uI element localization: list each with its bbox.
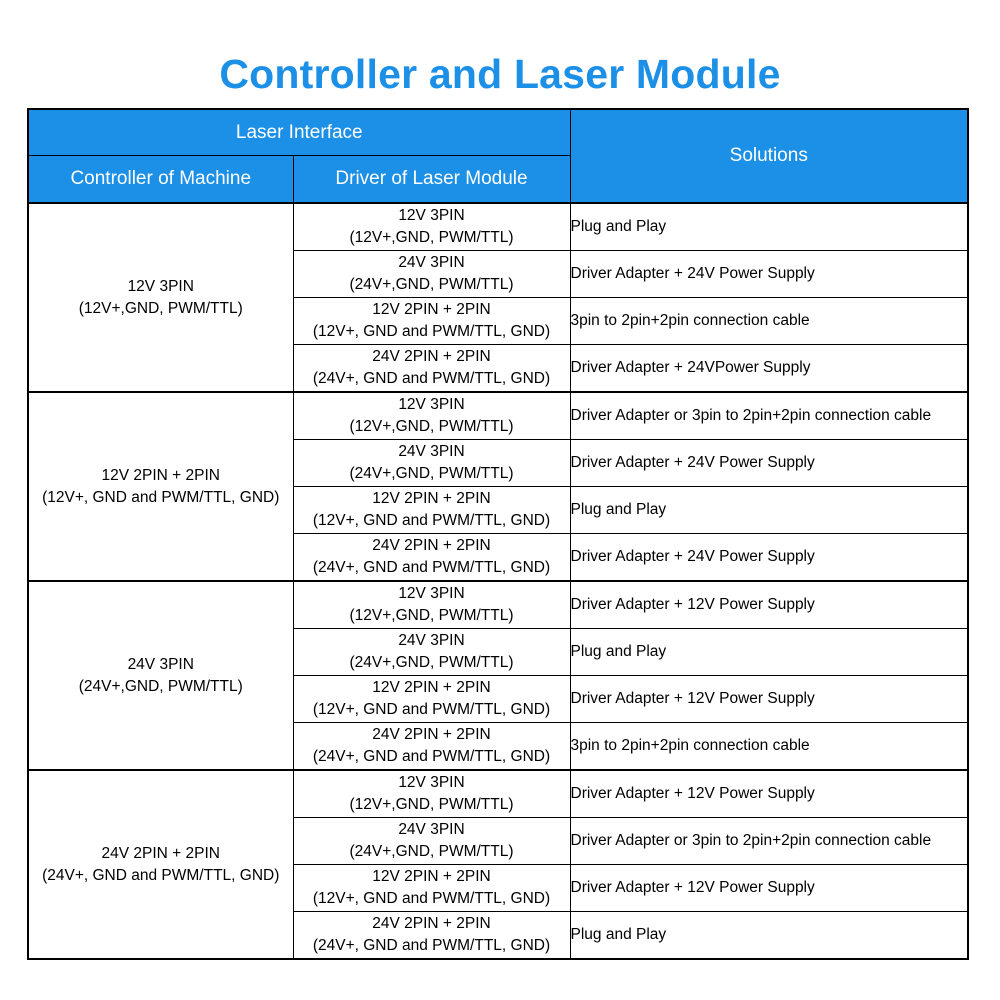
solution-cell: 3pin to 2pin+2pin connection cable (570, 723, 968, 771)
driver-pin-detail: (12V+,GND, PWM/TTL) (349, 418, 514, 435)
solution-cell: Driver Adapter + 24V Power Supply (570, 440, 968, 487)
driver-voltage-pin: 12V 3PIN (398, 207, 465, 224)
driver-cell (293, 912, 570, 960)
driver-voltage-pin: 24V 2PIN + 2PIN (372, 726, 491, 743)
controller-voltage-pin: 24V 3PIN (127, 655, 194, 673)
table-row (28, 203, 968, 251)
driver-pin-detail: (24V+, GND and PWM/TTL, GND) (312, 937, 551, 954)
controller-cell (28, 770, 293, 959)
solution-cell: Driver Adapter + 24VPower Supply (570, 345, 968, 393)
compatibility-table (27, 108, 969, 960)
controller-voltage-pin: 24V 2PIN + 2PIN (101, 844, 220, 862)
solution-cell: Driver Adapter or 3pin to 2pin+2pin connection cable (570, 818, 968, 865)
controller-cell (28, 392, 293, 581)
controller-pin-detail: (24V+, GND and PWM/TTL, GND) (42, 866, 280, 884)
solutions-header: Solutions (570, 109, 968, 203)
driver-voltage-pin: 24V 2PIN + 2PIN (372, 915, 491, 932)
controller-pin-detail: (12V+,GND, PWM/TTL) (78, 299, 243, 317)
driver-cell (293, 818, 570, 865)
driver-voltage-pin: 12V 2PIN + 2PIN (372, 868, 491, 885)
driver-voltage-pin: 24V 2PIN + 2PIN (372, 348, 491, 365)
driver-voltage-pin: 12V 2PIN + 2PIN (372, 679, 491, 696)
driver-of-laser-module-header: Driver of Laser Module (293, 156, 570, 204)
driver-cell (293, 440, 570, 487)
driver-cell (293, 487, 570, 534)
driver-cell (293, 581, 570, 629)
solution-cell: Plug and Play (570, 912, 968, 960)
driver-voltage-pin: 24V 3PIN (398, 443, 465, 460)
driver-voltage-pin: 24V 3PIN (398, 632, 465, 649)
driver-pin-detail: (12V+,GND, PWM/TTL) (349, 229, 514, 246)
solution-cell: Plug and Play (570, 629, 968, 676)
driver-cell (293, 392, 570, 440)
driver-pin-detail: (12V+, GND and PWM/TTL, GND) (312, 890, 551, 907)
driver-cell (293, 770, 570, 818)
driver-cell (293, 345, 570, 393)
driver-pin-detail: (24V+,GND, PWM/TTL) (349, 843, 514, 860)
driver-cell (293, 298, 570, 345)
table-body (28, 203, 968, 959)
driver-cell (293, 865, 570, 912)
controller-pin-detail: (24V+,GND, PWM/TTL) (78, 677, 243, 695)
solution-cell: Driver Adapter + 12V Power Supply (570, 581, 968, 629)
driver-cell (293, 629, 570, 676)
driver-voltage-pin: 12V 2PIN + 2PIN (372, 490, 491, 507)
driver-pin-detail: (12V+,GND, PWM/TTL) (349, 607, 514, 624)
driver-pin-detail: (24V+, GND and PWM/TTL, GND) (312, 559, 551, 576)
driver-voltage-pin: 12V 3PIN (398, 585, 465, 602)
driver-voltage-pin: 12V 3PIN (398, 774, 465, 791)
solution-cell: Driver Adapter + 12V Power Supply (570, 865, 968, 912)
solution-cell: Driver Adapter + 24V Power Supply (570, 251, 968, 298)
driver-pin-detail: (24V+, GND and PWM/TTL, GND) (312, 748, 551, 765)
driver-pin-detail: (12V+, GND and PWM/TTL, GND) (312, 512, 551, 529)
controller-pin-detail: (12V+, GND and PWM/TTL, GND) (42, 488, 280, 506)
controller-voltage-pin: 12V 2PIN + 2PIN (101, 466, 220, 484)
solution-cell: Driver Adapter or 3pin to 2pin+2pin connection cable (570, 392, 968, 440)
driver-voltage-pin: 24V 2PIN + 2PIN (372, 537, 491, 554)
page-title: Controller and Laser Module (219, 51, 781, 97)
solution-cell: 3pin to 2pin+2pin connection cable (570, 298, 968, 345)
driver-voltage-pin: 24V 3PIN (398, 254, 465, 271)
laser-interface-header: Laser Interface (28, 109, 570, 156)
controller-voltage-pin: 12V 3PIN (127, 277, 194, 295)
solution-cell: Driver Adapter + 12V Power Supply (570, 770, 968, 818)
driver-pin-detail: (12V+, GND and PWM/TTL, GND) (312, 701, 551, 718)
driver-voltage-pin: 12V 2PIN + 2PIN (372, 301, 491, 318)
controller-cell (28, 581, 293, 770)
driver-voltage-pin: 12V 3PIN (398, 396, 465, 413)
table-row (28, 581, 968, 629)
driver-cell (293, 676, 570, 723)
driver-voltage-pin: 24V 3PIN (398, 821, 465, 838)
driver-cell (293, 251, 570, 298)
driver-cell (293, 203, 570, 251)
controller-of-machine-header: Controller of Machine (28, 156, 293, 204)
driver-pin-detail: (24V+,GND, PWM/TTL) (349, 654, 514, 671)
solution-cell: Driver Adapter + 12V Power Supply (570, 676, 968, 723)
solution-cell: Plug and Play (570, 203, 968, 251)
header-row-top (28, 109, 968, 156)
controller-cell (28, 203, 293, 392)
table-row (28, 770, 968, 818)
driver-cell (293, 534, 570, 582)
driver-pin-detail: (24V+,GND, PWM/TTL) (349, 465, 514, 482)
table-row (28, 392, 968, 440)
driver-pin-detail: (24V+, GND and PWM/TTL, GND) (312, 370, 551, 387)
solution-cell: Driver Adapter + 24V Power Supply (570, 534, 968, 582)
driver-pin-detail: (12V+,GND, PWM/TTL) (349, 796, 514, 813)
driver-pin-detail: (24V+,GND, PWM/TTL) (349, 276, 514, 293)
driver-cell (293, 723, 570, 771)
driver-pin-detail: (12V+, GND and PWM/TTL, GND) (312, 323, 551, 340)
solution-cell: Plug and Play (570, 487, 968, 534)
